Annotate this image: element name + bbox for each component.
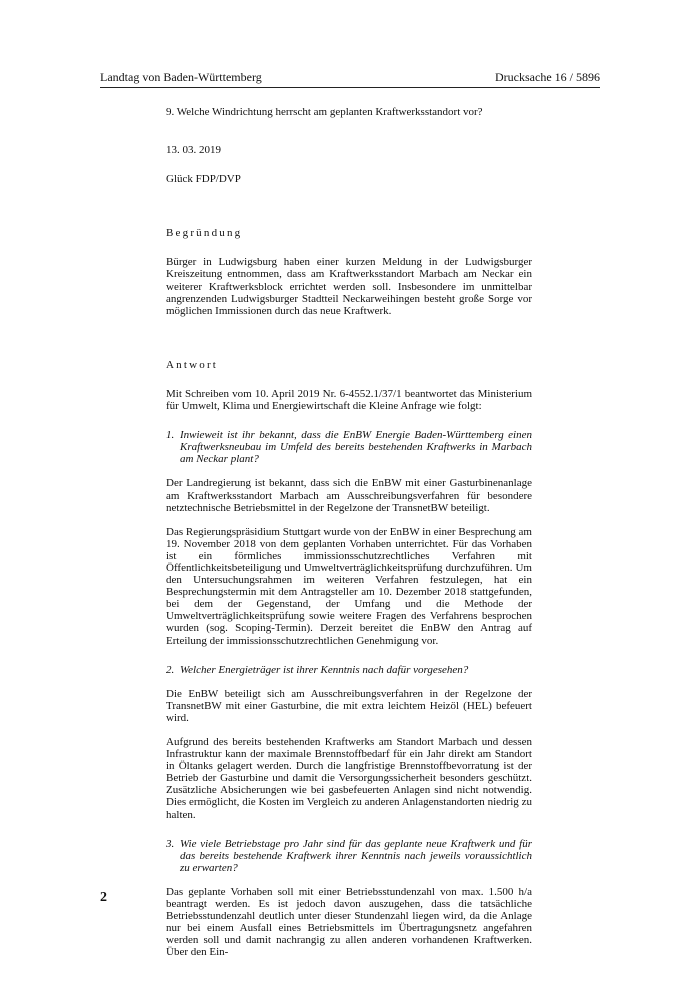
begruendung-heading: Begründung xyxy=(166,227,243,240)
antwort-heading: Antwort xyxy=(166,358,219,371)
question-3 xyxy=(166,838,532,874)
answer-1-paragraph-1: Der Landregierung ist bekannt, dass sich die EnBW mit einer Gasturbinenanlage am Kraftwerksstandort Marbach am Ausschreibungsverfahren für besondere netztechnische Betriebsmittel in der Regelzone der TransnetBW beteiligt. xyxy=(166,477,532,514)
answer-2-paragraph-1: Die EnBW beteiligt sich am Ausschreibungsverfahren in der Regelzone der TransnetBW mit einer Gasturbine, die mit extra leichtem Heizöl (HEL) befeuert wird. xyxy=(166,687,532,724)
question-1 xyxy=(166,429,532,465)
question-2-text: Welcher Energieträger ist ihrer Kenntnis nach dafür vorgesehen? xyxy=(180,663,469,676)
antwort-intro: Mit Schreiben vom 10. April 2019 Nr. 6-4552.1/37/1 beantwortet das Ministerium für Umwelt, Klima und Energiewirtschaft die Kleine Anfrage wie folgt: xyxy=(166,387,532,413)
date: 13. 03. 2019 xyxy=(166,144,221,157)
answer-1-paragraph-2: Das Regierungspräsidium Stuttgart wurde von der EnBW in einer Besprechung am 19. November 2018 von dem geplanten Vorhaben unterrichtet. Für das Vorhaben ist ein förmliches immissionsschutzrechtliches Verfahren mit Öffentlichkeitsbeteiligung und Umweltverträglichkeitsprüfung durchzuführen. Um den Untersuchungsrahmen im weiteren Verfahren festzulegen, hat ein Besprechungstermin mit dem Antragsteller am 10. Dezember 2018 stattgefunden, bei dem der Gegenstand, der Umfang und die Methode der Umweltverträglichkeitsprüfung sowie weitere Fragen des Verfahrens besprochen wurden (sog. Scoping-Termin). Derzeit bereitet die EnBW den Antrag auf Erteilung der immissionsschutzrechtlichen Genehmigung vor. xyxy=(166,525,532,647)
question-9: 9. Welche Windrichtung herrscht am geplanten Kraftwerksstandort vor? xyxy=(166,106,483,118)
question-2 xyxy=(166,664,532,676)
header-divider xyxy=(100,87,600,88)
begruendung-text: Bürger in Ludwigsburg haben einer kurzen Meldung in der Ludwigsburger Kreiszeitung entnommen, dass am Kraftwerksstandort Marbach am Neckar ein weiterer Kraftwerksblock errichtet werden soll. Insbesondere im unmittelbar angrenzenden Ludwigsburger Stadtteil Neckarweihingen besteht große Sorge vor möglichen Immissionen durch das neue Kraftwerk. xyxy=(166,256,532,317)
header-parliament-name: Landtag von Baden-Württemberg xyxy=(100,70,262,84)
question-1-number: 1. xyxy=(166,429,175,442)
author: Glück FDP/DVP xyxy=(166,173,241,186)
question-3-number: 3. xyxy=(166,837,175,850)
answer-3-paragraph-1: Das geplante Vorhaben soll mit einer Betriebsstundenzahl von max. 1.500 h/a beantragt werden. Es ist jedoch davon auszugehen, dass die tatsächliche Betriebsstundenzahl deutlich unter dieser Stundenzahl liegen wird, da die Anlage nur bei einem Ausfall eines Betriebsmittels im Übertragungsnetz angefahren werden soll und damit nachrangig zu allen anderen vorhandenen Kraftwerken. Über den Ein- xyxy=(166,885,532,959)
question-2-number: 2. xyxy=(166,663,175,676)
question-3-text: Wie viele Betriebstage pro Jahr sind für das geplante neue Kraftwerk und für das bereits bestehende Kraftwerk ihrer Kenntnis nach jeweils voraussichtlich zu erwarten? xyxy=(180,837,532,874)
page-number: 2 xyxy=(100,890,107,905)
question-1-text: Inwieweit ist ihr bekannt, dass die EnBW Energie Baden-Württemberg einen Kraftwerksneubau im Umfeld des bereits bestehenden Kraftwerks in Marbach am Neckar plant? xyxy=(180,429,532,466)
header-document-number: Drucksache 16 / 5896 xyxy=(495,70,600,84)
answer-2-paragraph-2: Aufgrund des bereits bestehenden Kraftwerks am Standort Marbach und dessen Infrastruktur kann der maximale Brennstoffbedarf für ein Jahr direkt am Standort in Öltanks gelagert werden. Durch die langfristige Brennstoffbevorratung ist der Betrieb der Gasturbine und damit die Versorgungssicherheit besonders geschützt. Zusätzliche Absicherungen wie bei gasbefeuerten Anlagen sind nicht notwendig. Dies ermöglicht, die Kosten im Vergleich zu anderen Anlagenstandorten niedrig zu halten. xyxy=(166,736,532,821)
document-body xyxy=(166,106,532,959)
